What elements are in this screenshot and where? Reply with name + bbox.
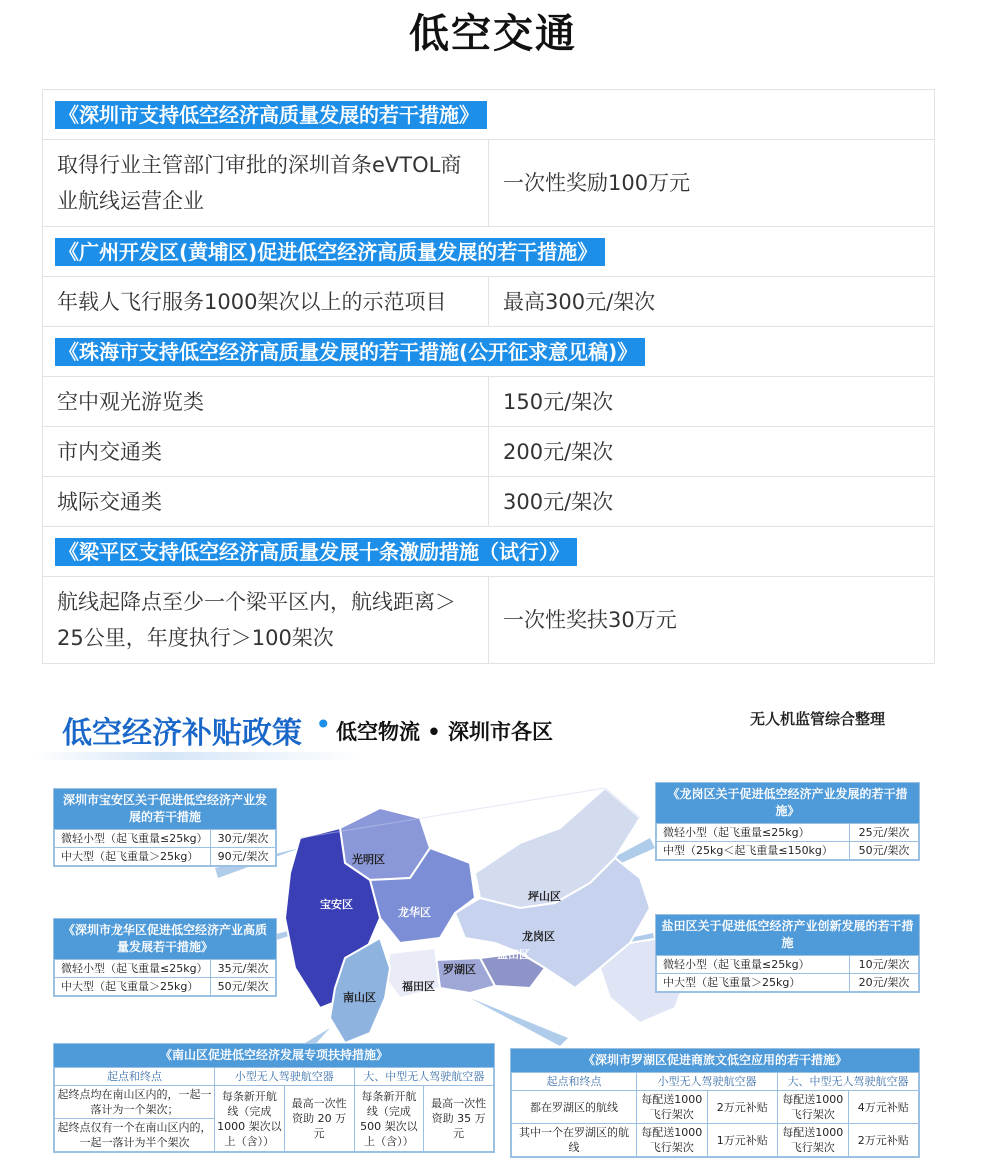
policy-header [43, 90, 935, 140]
policy-condition: 年载人飞行服务1000架次以上的示范项目 [43, 277, 489, 327]
policy-subsidy: 一次性奖励100万元 [489, 140, 935, 227]
box-header: 《南山区促进低空经济发展专项扶持措施》 [54, 1044, 494, 1067]
policy-condition: 航线起降点至少一个梁平区内，航线距离＞25公里，年度执行＞100架次 [43, 577, 489, 664]
column-header: 大、中型无人驾驶航空器 [354, 1068, 494, 1086]
table-cell: 4万元补贴 [848, 1091, 919, 1124]
page-title: 低空交通 [409, 11, 577, 57]
table-cell: 起终点均在南山区内的，一起一落计为一个架次； [55, 1086, 215, 1119]
table-row [657, 956, 919, 974]
table-cell: 35元/架次 [211, 960, 276, 978]
longgang-policy-box [655, 782, 920, 861]
district-label: 盐田区 [497, 948, 530, 961]
table-cell: 2万元补贴 [848, 1124, 919, 1157]
table-cell: 最高一次性资助 35 万元 [424, 1086, 494, 1152]
box-header: 盐田区关于促进低空经济产业创新发展的若干措施 [656, 915, 919, 955]
table-header-row [512, 1073, 919, 1091]
policy-header [43, 327, 935, 377]
table-row [657, 824, 919, 842]
table-row [43, 140, 935, 227]
table-row [43, 377, 935, 427]
table-row [55, 960, 276, 978]
district-label: 南山区 [343, 991, 376, 1004]
table-cell: 50元/架次 [850, 842, 919, 860]
policy-subsidy: 最高300元/架次 [489, 277, 935, 327]
table-cell: 微轻小型（起飞重量≤25kg） [55, 830, 211, 848]
table-cell: 最高一次性资助 20 万元 [284, 1086, 354, 1152]
table-row [43, 277, 935, 327]
policy-header [43, 227, 935, 277]
title-dot: • [315, 708, 332, 741]
table-row [43, 427, 935, 477]
policy-title-highlight: 《深圳市支持低空经济高质量发展的若干措施》 [55, 101, 487, 129]
table-cell: 每条新开航线（完成1000 架次以上（含）） [215, 1086, 285, 1152]
policy-title-highlight: 《珠海市支持低空经济高质量发展的若干措施(公开征求意见稿)》 [55, 338, 645, 366]
table-cell: 每配送1000飞行架次 [778, 1124, 849, 1157]
column-header: 小型无人驾驶航空器 [637, 1073, 778, 1091]
infographic-title: 低空经济补贴政策 [62, 716, 302, 751]
table-cell: 30元/架次 [211, 830, 276, 848]
table-cell: 微轻小型（起飞重量≤25kg） [657, 824, 850, 842]
policy-condition: 取得行业主管部门审批的深圳首条eVTOL商业航线运营企业 [43, 140, 489, 227]
table-row [512, 1091, 919, 1124]
district-label: 光明区 [352, 853, 385, 866]
table-cell: 每配送1000飞行架次 [778, 1091, 849, 1124]
box-header: 深圳市宝安区关于促进低空经济产业发展的若干措施 [54, 789, 276, 829]
table-row [657, 974, 919, 992]
district-label: 龙华区 [398, 906, 431, 919]
table-row [43, 577, 935, 664]
table-header-row [55, 1068, 494, 1086]
table-cell: 10元/架次 [850, 956, 919, 974]
column-header: 起点和终点 [55, 1068, 215, 1086]
infographic-subtitle: 低空物流 • 深圳市各区 [336, 720, 554, 744]
box-header: 《深圳市罗湖区促进商旅文低空应用的若干措施》 [511, 1049, 919, 1072]
box-header: 《深圳市龙华区促进低空经济产业高质量发展若干措施》 [54, 919, 276, 959]
table-cell: 微轻小型（起飞重量≤25kg） [55, 960, 211, 978]
yantian-policy-box [655, 914, 920, 993]
table-cell: 中型（25kg＜起飞重量≤150kg） [657, 842, 850, 860]
district-label: 宝安区 [320, 898, 353, 911]
table-cell: 每条新开航线（完成500 架次以上（含）） [354, 1086, 424, 1152]
longhua-policy-box [53, 918, 277, 997]
table-cell: 2万元补贴 [707, 1091, 778, 1124]
table-row [55, 830, 276, 848]
table-cell: 每配送1000飞行架次 [637, 1091, 708, 1124]
policy-subsidy: 300元/架次 [489, 477, 935, 527]
luohu-policy-box [510, 1048, 920, 1158]
table-row [55, 848, 276, 866]
policy-subsidy: 一次性奖扶30万元 [489, 577, 935, 664]
table-row [43, 477, 935, 527]
policy-header [43, 527, 935, 577]
table-cell: 每配送1000飞行架次 [637, 1124, 708, 1157]
table-cell: 中大型（起飞重量＞25kg） [657, 974, 850, 992]
nanshan-policy-box [53, 1043, 495, 1153]
policy-condition: 空中观光游览类 [43, 377, 489, 427]
table-cell: 25元/架次 [850, 824, 919, 842]
district-label: 福田区 [402, 980, 435, 993]
table-cell: 都在罗湖区的航线 [512, 1091, 637, 1124]
table-row [55, 1086, 494, 1119]
policy-title-highlight: 《梁平区支持低空经济高质量发展十条激励措施（试行）》 [55, 538, 577, 566]
policy-table [42, 89, 935, 664]
district-label: 罗湖区 [443, 963, 476, 976]
table-row [55, 978, 276, 996]
subsidy-infographic [0, 668, 986, 1174]
pointer-arrow [470, 998, 568, 1046]
table-row [657, 842, 919, 860]
box-header: 《龙岗区关于促进低空经济产业发展的若干措施》 [656, 783, 919, 823]
source-credit: 无人机监管综合整理 [750, 710, 886, 728]
table-cell: 中大型（起飞重量＞25kg） [55, 848, 211, 866]
policy-condition: 市内交通类 [43, 427, 489, 477]
district-label: 龙岗区 [522, 930, 555, 943]
table-cell: 微轻小型（起飞重量≤25kg） [657, 956, 850, 974]
table-cell: 90元/架次 [211, 848, 276, 866]
table-row [512, 1124, 919, 1157]
policy-subsidy: 150元/架次 [489, 377, 935, 427]
table-cell: 其中一个在罗湖区的航线 [512, 1124, 637, 1157]
table-cell: 20元/架次 [850, 974, 919, 992]
table-cell: 1万元补贴 [707, 1124, 778, 1157]
policy-condition: 城际交通类 [43, 477, 489, 527]
table-cell: 起终点仅有一个在南山区内的，一起一落计为半个架次 [55, 1119, 215, 1152]
table-cell: 50元/架次 [211, 978, 276, 996]
column-header: 起点和终点 [512, 1073, 637, 1091]
column-header: 大、中型无人驾驶航空器 [778, 1073, 919, 1091]
policy-title-highlight: 《广州开发区(黄埔区)促进低空经济高质量发展的若干措施》 [55, 238, 605, 266]
baoan-policy-box [53, 788, 277, 867]
column-header: 小型无人驾驶航空器 [215, 1068, 355, 1086]
policy-subsidy: 200元/架次 [489, 427, 935, 477]
table-cell: 中大型（起飞重量＞25kg） [55, 978, 211, 996]
district-label: 坪山区 [528, 890, 561, 903]
